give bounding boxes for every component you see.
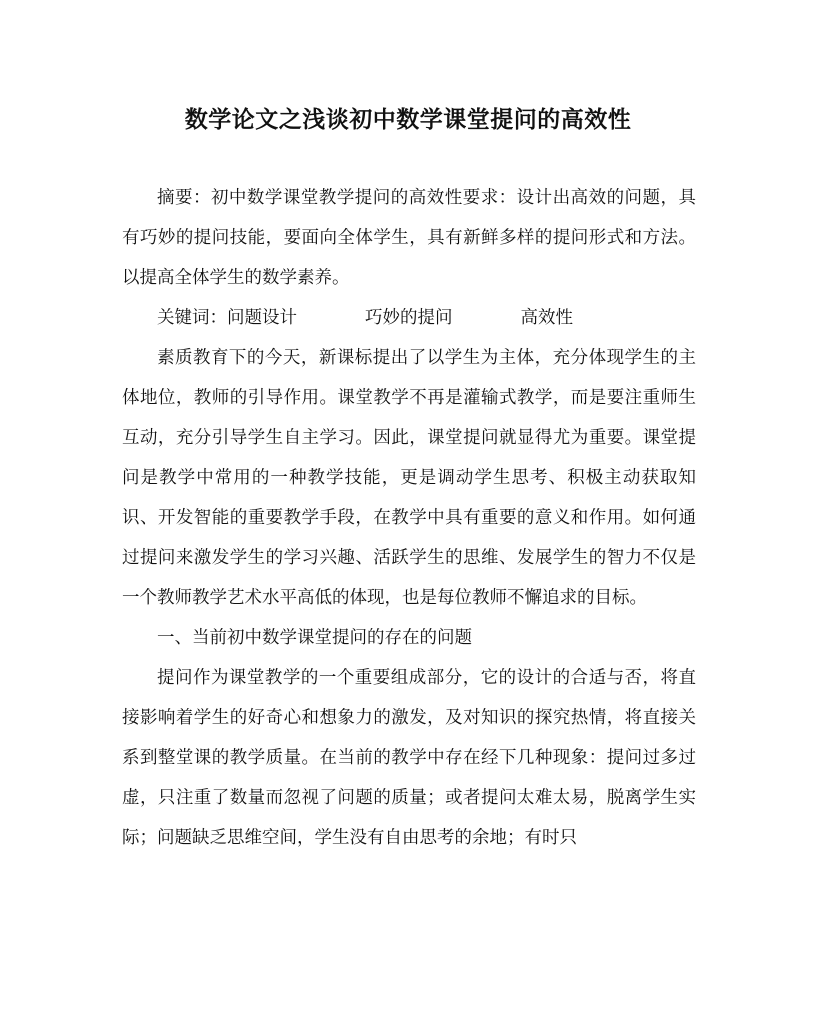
keywords-label: 关键词： <box>157 308 227 328</box>
document-body <box>122 178 696 858</box>
section-paragraph: 提问作为课堂教学的一个重要组成部分，它的设计的合适与否，将直接影响着学生的好奇心和想象力的激发，及对知识的探究热情，将直接关系到整堂课的教学质量。在当前的教学中存在经下几种现象：提问过多过虚，只注重了数量而忽视了问题的质量；或者提问太难太易，脱离学生实际；问题缺乏思维空间，学生没有自由思考的余地；有时只 <box>122 668 696 848</box>
abstract-paragraph: 摘要：初中数学课堂教学提问的高效性要求：设计出高效的问题，具有巧妙的提问技能，要面向全体学生，具有新鲜多样的提问形式和方法。以提高全体学生的数学素养。 <box>122 188 696 288</box>
keyword-item: 巧妙的提问 <box>365 308 453 328</box>
keywords-line <box>122 298 696 338</box>
keyword-item: 问题设计 <box>227 308 297 328</box>
intro-paragraph: 素质教育下的今天，新课标提出了以学生为主体，充分体现学生的主体地位，教师的引导作用。课堂教学不再是灌输式教学，而是要注重师生互动，充分引导学生自主学习。因此，课堂提问就显得尤为重要。课堂提问是教学中常用的一种教学技能，更是调动学生思考、积极主动获取知识、开发智能的重要教学手段，在教学中具有重要的意义和作用。如何通过提问来激发学生的学习兴趣、活跃学生的思维、发展学生的智力不仅是一个教师教学艺术水平高低的体现，也是每位教师不懈追求的目标。 <box>122 348 696 608</box>
keyword-item: 高效性 <box>520 308 573 328</box>
document-title: 数学论文之浅谈初中数学课堂提问的高效性 <box>184 106 632 133</box>
section-heading: 一、当前初中数学课堂提问的存在的问题 <box>157 628 472 648</box>
